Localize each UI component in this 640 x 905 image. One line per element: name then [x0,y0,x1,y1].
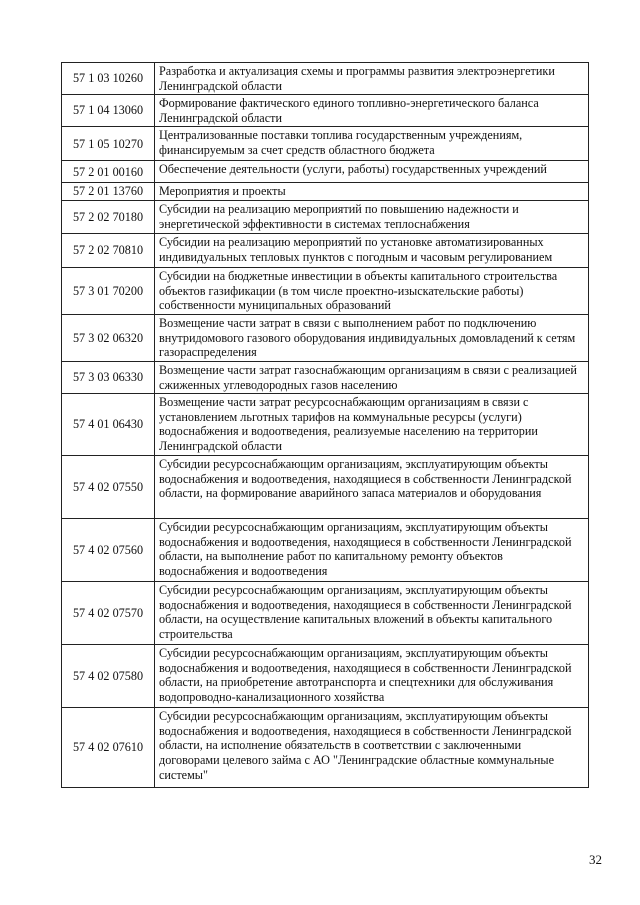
row-description: Субсидии ресурсоснабжающим организациям, эксплуатирующим объекты водоснабжения и водоотведения, находящиеся в собственности Ленинградской области, на выполнение работ по капитальному ремонту объектов водоснабжения и водоотведения [155,519,589,582]
row-description: Централизованные поставки топлива государственным учреждениям, финансируемым за счет средств областного бюджета [155,127,589,161]
row-description: Субсидии на реализацию мероприятий по повышению надежности и энергетической эффективности в системах теплоснабжения [155,200,589,233]
table-row [62,63,589,95]
row-code: 57 2 01 00160 [62,161,155,183]
table-body [62,63,589,788]
row-code: 57 4 02 07570 [62,582,155,645]
row-description: Обеспечение деятельности (услуги, работы) государственных учреждений [155,161,589,183]
row-code: 57 2 02 70180 [62,200,155,233]
row-description: Субсидии ресурсоснабжающим организациям, эксплуатирующим объекты водоснабжения и водоотведения, находящиеся в собственности Ленинградской области, на осуществление капитальных вложений в объекты капитального строительства [155,582,589,645]
row-code: 57 2 02 70810 [62,233,155,267]
table-row [62,233,589,267]
table-row [62,645,589,708]
row-description: Формирование фактического единого топливно-энергетического баланса Ленинградской области [155,95,589,127]
table-row [62,361,589,393]
row-description: Субсидии на бюджетные инвестиции в объекты капитального строительства объектов газификации (в том числе проектно-изыскательские работы) собственности муниципальных образований [155,267,589,314]
row-code: 57 4 01 06430 [62,394,155,456]
table-row [62,456,589,519]
row-description: Субсидии на реализацию мероприятий по установке автоматизированных индивидуальных тепловых пунктов с погодным и часовым регулированием [155,233,589,267]
table-row [62,708,589,788]
row-code: 57 4 02 07550 [62,456,155,519]
row-description: Субсидии ресурсоснабжающим организациям, эксплуатирующим объекты водоснабжения и водоотведения, находящиеся в собственности Ленинградской области, на приобретение автотранспорта и спецтехники для обслуживания водопроводно-канализационного хозяйства [155,645,589,708]
page-number: 32 [589,852,602,867]
table-row [62,127,589,161]
row-code: 57 1 05 10270 [62,127,155,161]
table-row [62,394,589,456]
row-description: Мероприятия и проекты [155,183,589,201]
table-row [62,519,589,582]
table-row [62,161,589,183]
row-code: 57 4 02 07580 [62,645,155,708]
row-code: 57 4 02 07610 [62,708,155,788]
table-row [62,183,589,201]
row-description: Субсидии ресурсоснабжающим организациям, эксплуатирующим объекты водоснабжения и водоотведения, находящиеся в собственности Ленинградской области, на формирование аварийного запаса материалов и оборудования [155,456,589,519]
budget-code-table [61,62,589,788]
row-description: Разработка и актуализация схемы и программы развития электроэнергетики Ленинградской области [155,63,589,95]
table-row [62,267,589,314]
row-description: Возмещение части затрат в связи с выполнением работ по подключению внутридомового газового оборудования индивидуальных домовладений к сетям газораспределения [155,314,589,361]
row-code: 57 1 03 10260 [62,63,155,95]
table-row [62,582,589,645]
row-code: 57 3 02 06320 [62,314,155,361]
row-description: Субсидии ресурсоснабжающим организациям, эксплуатирующим объекты водоснабжения и водоотведения, находящиеся в собственности Ленинградской области, на исполнение обязательств в соответствии с заключенными договорами целевого займа с АО "Ленинградские областные коммунальные системы" [155,708,589,788]
row-description: Возмещение части затрат газоснабжающим организациям в связи с реализацией сжиженных углеводородных газов населению [155,361,589,393]
row-code: 57 1 04 13060 [62,95,155,127]
row-description: Возмещение части затрат ресурсоснабжающим организациям в связи с установлением льготных тарифов на коммунальные ресурсы (услуги) водоснабжения и водоотведения, реализуемые населению на территории Ленинградской области [155,394,589,456]
table-row [62,314,589,361]
table-row [62,200,589,233]
row-code: 57 4 02 07560 [62,519,155,582]
row-code: 57 3 03 06330 [62,361,155,393]
row-code: 57 2 01 13760 [62,183,155,201]
table-row [62,95,589,127]
row-code: 57 3 01 70200 [62,267,155,314]
